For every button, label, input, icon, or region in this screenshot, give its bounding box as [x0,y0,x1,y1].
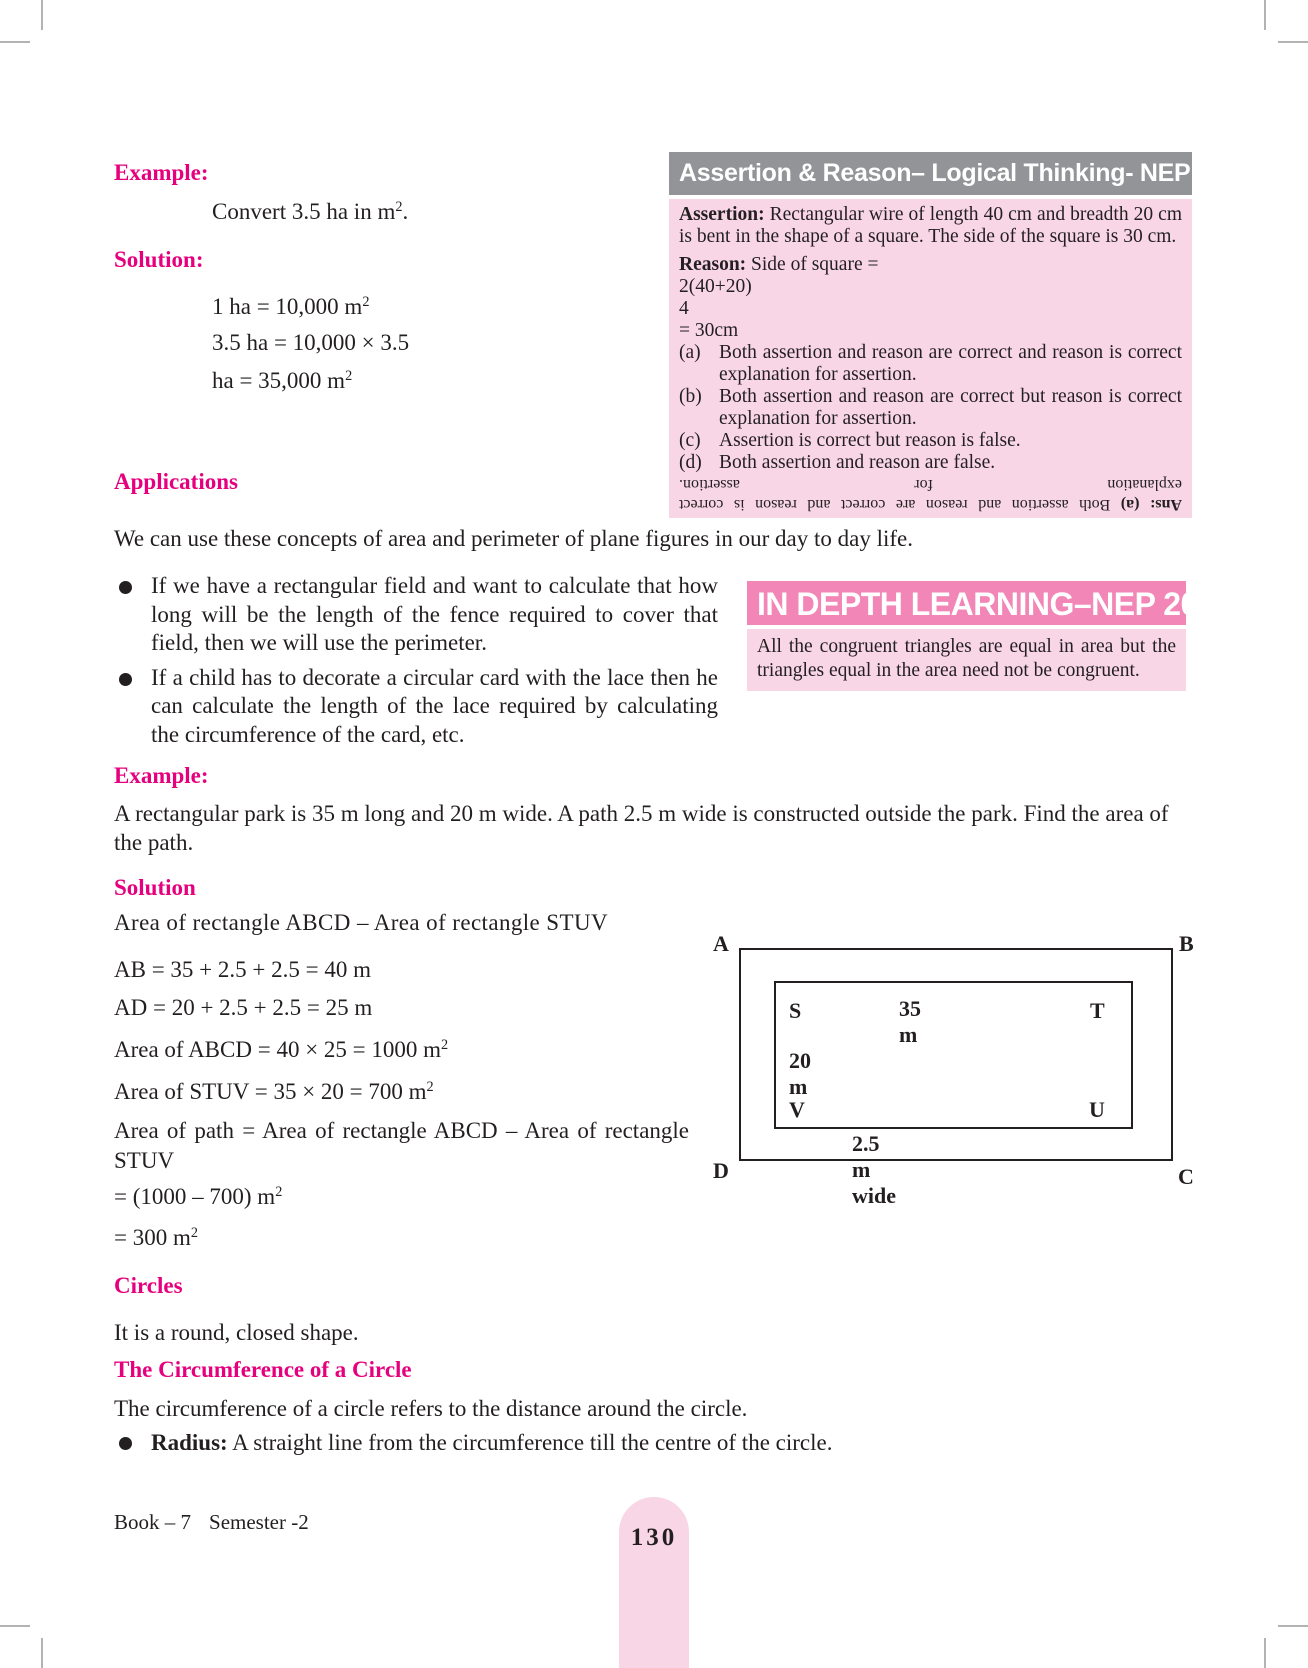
superscript: 2 [362,294,370,311]
vertex-label-b: B [1179,931,1194,956]
list-item-text: If we have a rectangular field and want to calculate that how long will be the length of the fence required to cover that field, then we will use the perimeter. [151,573,718,655]
superscript: 2 [275,1184,283,1201]
option-key: (c) [679,430,701,451]
length-label: 35 m [899,996,921,1047]
circles-text: It is a round, closed shape. [114,1320,359,1345]
example-question: A rectangular park is 35 m long and 20 m wide. A path 2.5 m wide is constructed outside the park. Find the area of the path. [114,801,1169,855]
solution-line [114,1223,198,1253]
circles-heading: Circles [114,1273,183,1298]
option [679,452,1182,474]
inner-rectangle-stuv [774,981,1133,1129]
option-text: Assertion is correct but reason is false. [719,430,1021,451]
solution-line [114,1035,448,1065]
solution-line [212,366,352,396]
path-width-label: 2.5 m wide [852,1131,896,1208]
line-text: 1 ha = 10,000 m [212,294,363,319]
radius-text: A straight line from the circumference till the centre of the circle. [227,1430,833,1455]
solution-line [114,1077,434,1107]
solution-line: Area of rectangle ABCD – Area of rectangle STUV [114,910,608,935]
superscript: 2 [190,1225,198,1242]
option-key: (d) [679,452,702,473]
list-item [114,1428,832,1458]
crop-mark [1264,0,1266,30]
radius-item [114,1428,832,1458]
solution-line: AD = 20 + 2.5 + 2.5 = 25 m [114,995,373,1020]
applications-heading: Applications [114,469,238,494]
solution-line [212,292,369,322]
assertion-reason-title: Assertion & Reason– Logical Thinking- NEP 2020 [669,152,1192,195]
bullet-icon [119,581,132,594]
denominator: 4 [679,298,689,319]
solution-line: Area of path = Area of rectangle ABCD – Area of rectangle STUV [114,1118,689,1173]
line-text: Area of ABCD = 40 × 25 = 1000 m [114,1037,442,1062]
bullet-icon [119,1437,132,1450]
solution-line [114,1182,282,1212]
reason-result: = 30cm [679,320,739,341]
footer-book-info [114,1510,309,1535]
option-key: (a) [679,342,701,363]
list-item [114,664,718,750]
example-heading: Example: [114,763,209,788]
width-label: 20 m [789,1048,811,1099]
radius-label: Radius: [151,1430,228,1455]
assertion-reason-box [669,152,1252,518]
answer-text: Both assertion and reason are correct and reason is correct explanation for assertion. [679,476,1182,513]
option-text: Both assertion and reason are correct and reason is correct explanation for assertion. [719,342,1182,385]
vertex-label-c: C [1178,1164,1194,1189]
list-item [114,572,718,658]
assertion-text: Rectangular wire of length 40 cm and breadth 20 cm is bent in the shape of a square. The side of the square is 30 cm. [679,204,1182,247]
crop-mark [0,41,30,43]
list-item-text: If a child has to decorate a circular card with the lace then he can calculate the length of the lace required by calculating the circumference of the card, etc. [151,664,718,747]
line-text: = (1000 – 700) m [114,1184,276,1209]
page-number-tab [619,1497,689,1668]
semester-label: Semester -2 [209,1510,309,1534]
option [679,430,1182,452]
option-text: Both assertion and reason are correct but reason is correct explanation for assertion. [719,386,1182,429]
vertex-label-d: D [713,1158,729,1183]
superscript: 2 [441,1037,449,1054]
reason-text: Side of square = [746,254,879,275]
line-text: ha = 35,000 m [212,368,346,393]
line-text: 3.5 ha = 10,000 × 3.5 [212,330,410,355]
solution-heading: Solution [114,875,196,900]
list-item-text [151,1428,832,1458]
applications-intro: We can use these concepts of area and perimeter of plane figures in our day to day life. [114,526,913,551]
circumference-text: The circumference of a circle refers to the distance around the circle. [114,1396,748,1421]
bullet-icon [119,673,132,686]
crop-mark [1278,1625,1308,1627]
question-suffix: . [402,199,409,224]
crop-mark [41,1638,43,1668]
solution-line [212,328,409,358]
solution-heading: Solution: [114,247,204,272]
vertex-label-t: T [1090,998,1105,1023]
option [679,342,1182,386]
page-number: 130 [630,1524,678,1551]
in-depth-learning-title: IN DEPTH LEARNING–NEP 2020 [747,581,1186,625]
crop-mark [41,0,43,30]
vertex-label-v: V [789,1097,805,1122]
assertion [679,204,1182,248]
option-key: (b) [679,386,702,407]
option [679,386,1182,430]
book-label: Book – 7 [114,1510,192,1534]
vertex-label-s: S [789,998,802,1023]
answer-label: Ans: (a) [1120,496,1182,513]
assertion-label: Assertion: [679,204,765,225]
example-heading: Example: [114,160,209,185]
crop-mark [1278,41,1308,43]
superscript: 2 [426,1079,434,1096]
applications-list [114,572,718,749]
circumference-heading: The Circumference of a Circle [114,1357,412,1382]
vertex-label-a: A [713,931,729,956]
solution-line: AB = 35 + 2.5 + 2.5 = 40 m [114,957,371,982]
crop-mark [0,1625,30,1627]
reason [679,254,1182,276]
in-depth-learning-box [747,581,1233,691]
in-depth-learning-text: All the congruent triangles are equal in area but the triangles equal in the area need not be congruent. [747,629,1186,691]
line-text: = 300 m [114,1225,191,1250]
assertion-reason-body [669,199,1192,518]
option-text: Both assertion and reason are false. [719,452,996,473]
superscript: 2 [345,368,353,385]
question-text: Convert 3.5 ha in m [212,199,396,224]
superscript: 2 [395,199,403,216]
crop-mark [1264,1638,1266,1668]
answer-upside-down [679,474,1182,514]
reason-label: Reason: [679,254,747,275]
numerator: 2(40+20) [679,276,752,297]
vertex-label-u: U [1089,1097,1105,1122]
example-question [212,197,408,227]
line-text: Area of STUV = 35 × 20 = 700 m [114,1079,427,1104]
